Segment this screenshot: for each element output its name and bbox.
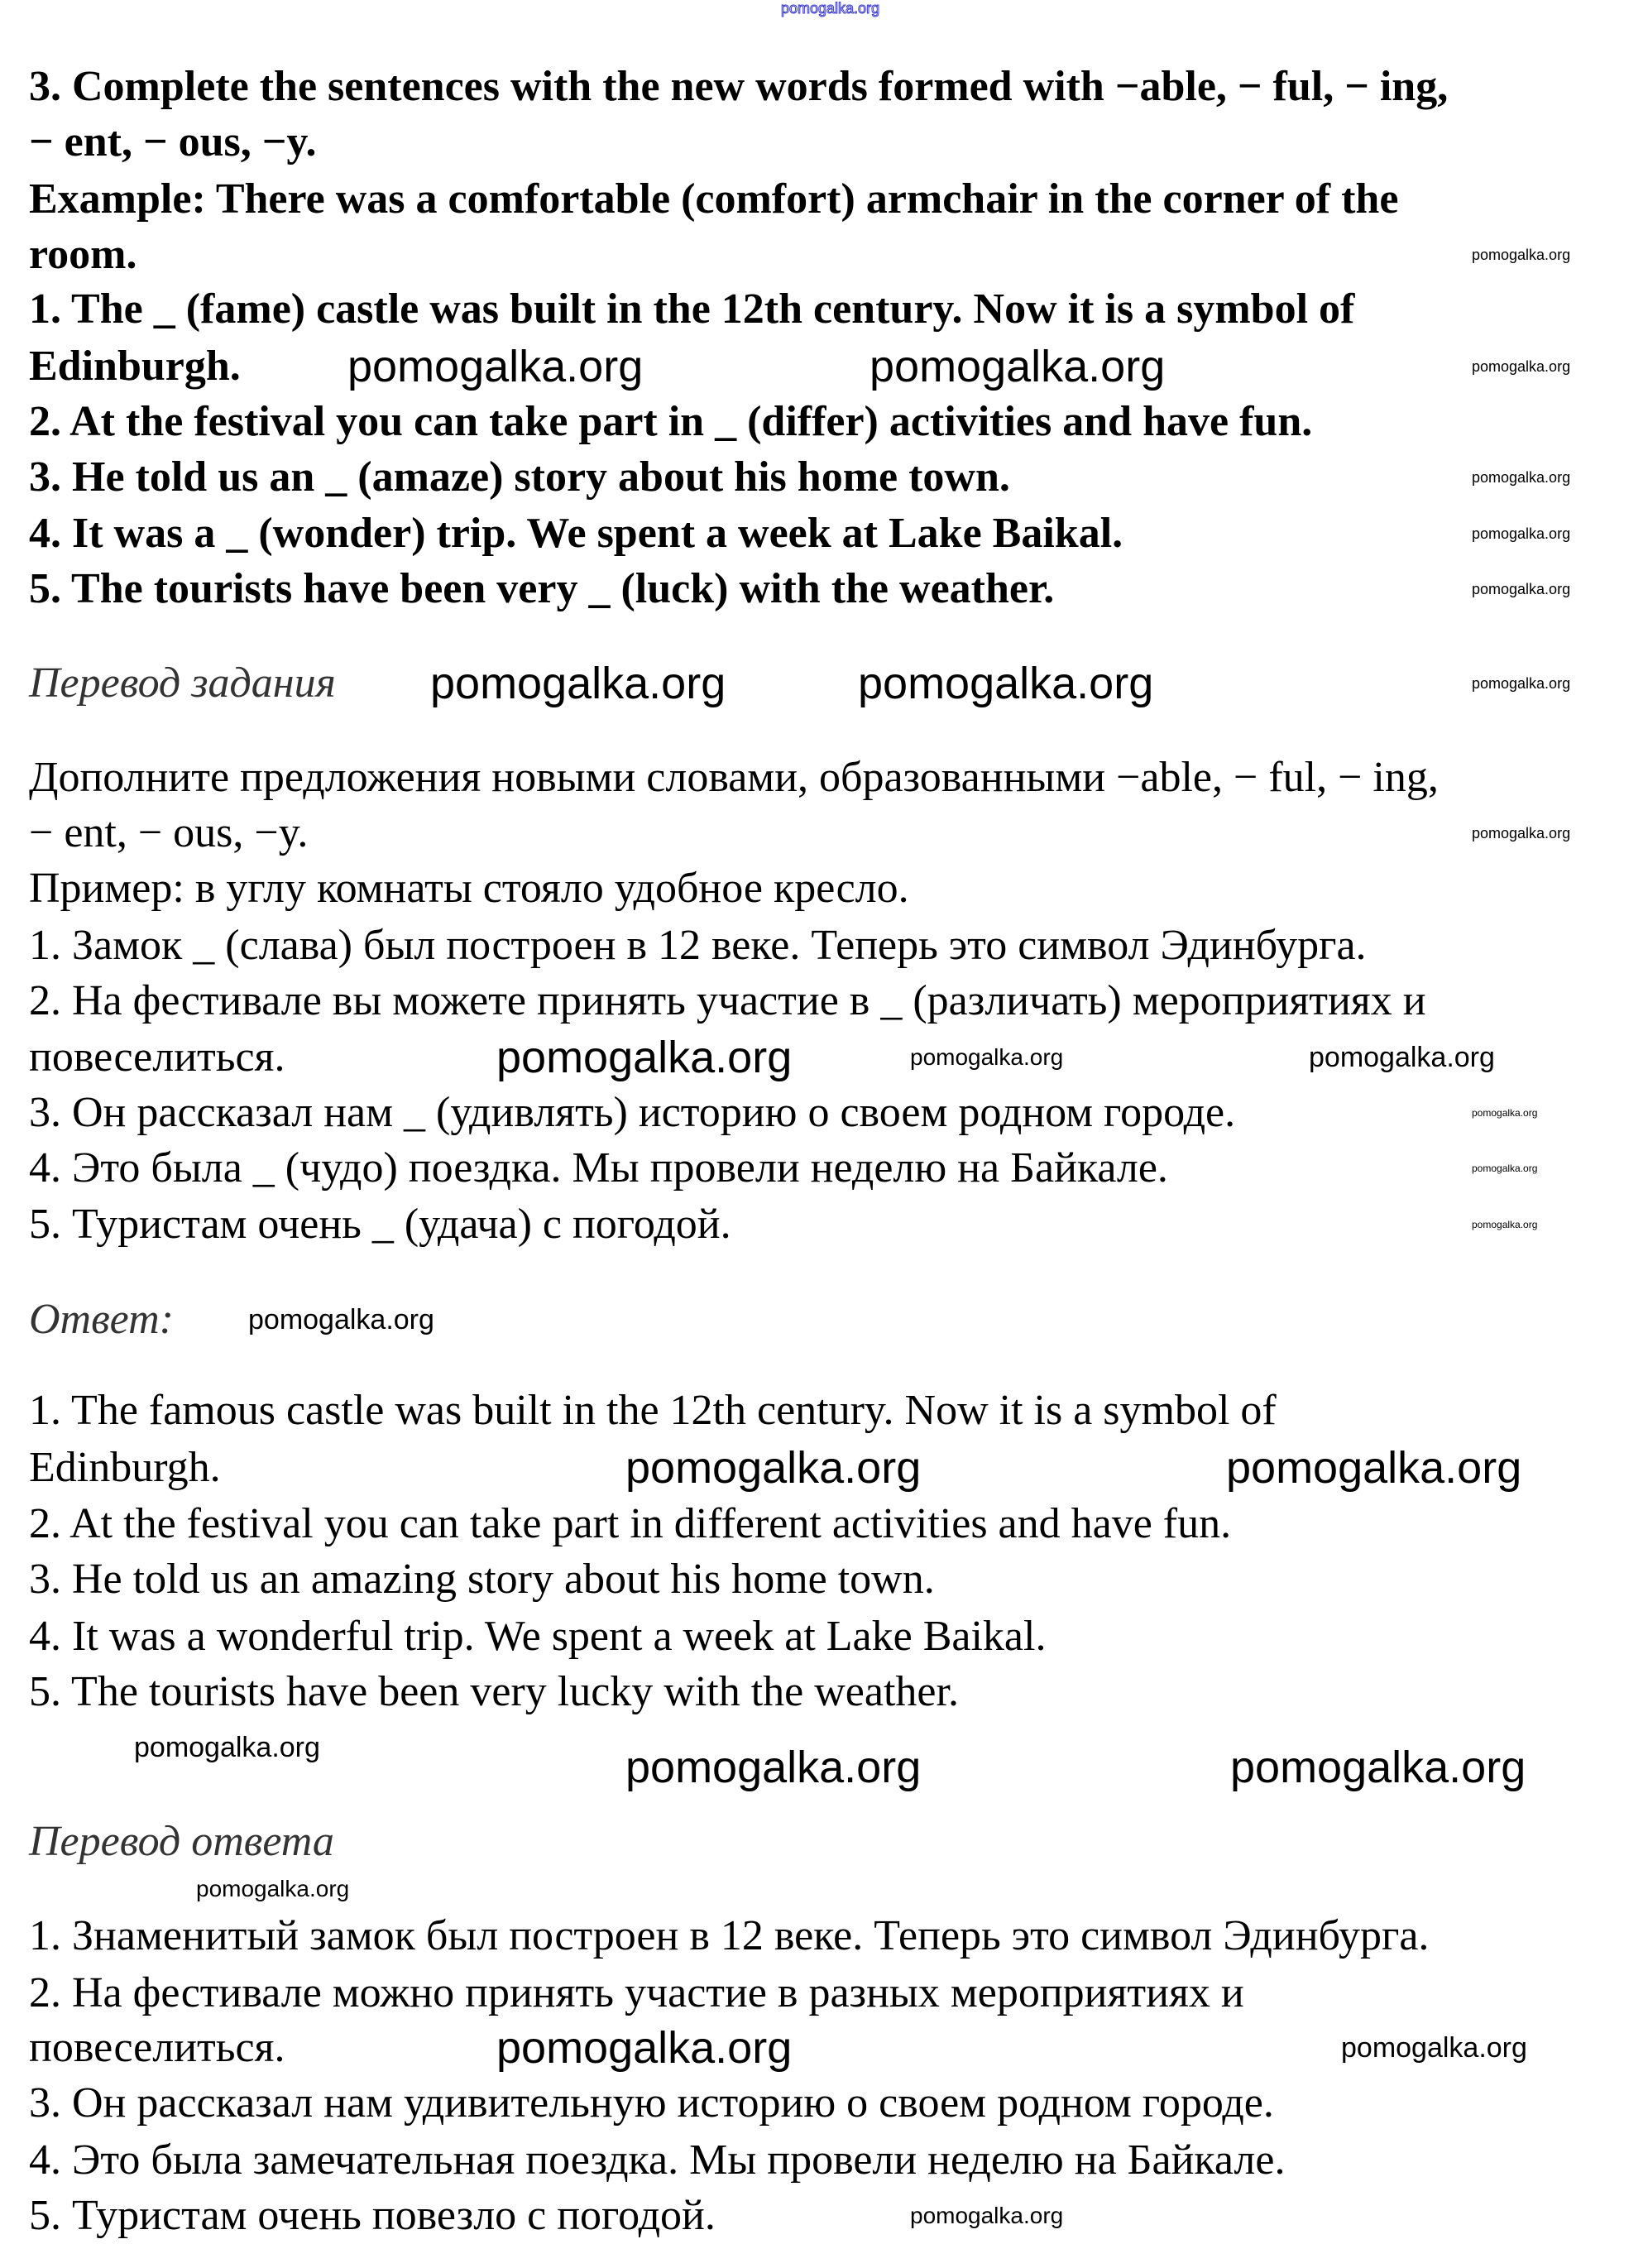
translation-answer-line: 4. Это была замечательная поездка. Мы провели неделю на Байкале. <box>29 2136 1286 2184</box>
translation-line: повеселиться. <box>29 1033 285 1081</box>
translation-answer-heading: Перевод ответа <box>29 1818 334 1865</box>
watermark: pomogalka.org <box>134 1732 320 1763</box>
watermark: pomogalka.org <box>496 2023 793 2073</box>
watermark: pomogalka.org <box>1472 247 1571 263</box>
translation-line: 4. Это была _ (чудо) поездка. Мы провели неделю на Байкале. <box>29 1144 1168 1192</box>
watermark: pomogalka.org <box>910 1044 1064 1070</box>
watermark: pomogalka.org <box>910 2203 1064 2228</box>
watermark: pomogalka.org <box>248 1304 434 1335</box>
translation-answer-line: 3. Он рассказал нам удивительную историю о своем родном городе. <box>29 2079 1274 2127</box>
watermark: pomogalka.org <box>625 1443 922 1493</box>
translation-answer-line: повеселиться. <box>29 2024 285 2071</box>
answer-line: 2. At the festival you can take part in different activities and have fun. <box>29 1500 1232 1547</box>
watermark: pomogalka.org <box>1472 675 1571 692</box>
watermark: pomogalka.org <box>1226 1443 1522 1493</box>
watermark: pomogalka.org <box>1472 525 1571 542</box>
task-example-cont: room. <box>29 231 137 278</box>
answer-line: 5. The tourists have been very lucky with the weather. <box>29 1668 959 1715</box>
task-title: 3. Complete the sentences with the new words formed with −able, − ful, − ing, <box>29 63 1449 110</box>
task-item: Edinburgh. <box>29 343 241 390</box>
task-example: Example: There was a comfortable (comfort) armchair in the corner of the <box>29 175 1399 223</box>
translation-answer-line: 2. На фестивале можно принять участие в разных мероприятиях и <box>29 1969 1244 2016</box>
task-item: 1. The _ (fame) castle was built in the 12th century. Now it is a symbol of <box>29 285 1355 333</box>
translation-line: 1. Замок _ (слава) был построен в 12 веке. Теперь это символ Эдинбурга. <box>29 922 1367 969</box>
watermark: pomogalka.org <box>196 1876 350 1901</box>
watermark: pomogalka.org <box>870 342 1166 391</box>
translation-line: 2. На фестивале вы можете принять участие в _ (различать) мероприятиях и <box>29 977 1426 1024</box>
top-watermark: pomogalka.org <box>781 0 880 17</box>
answer-line: Edinburgh. <box>29 1444 221 1491</box>
translation-line: Дополните предложения новыми словами, образованными −able, − ful, − ing, <box>29 754 1439 801</box>
answer-line: 1. The famous castle was built in the 12th century. Now it is a symbol of <box>29 1387 1277 1434</box>
watermark: pomogalka.org <box>1472 469 1571 486</box>
watermark: pomogalka.org <box>625 1743 922 1792</box>
task-title-cont: − ent, − ous, −y. <box>29 118 317 165</box>
watermark: pomogalka.org <box>1472 581 1571 597</box>
translation-line: Пример: в углу комнаты стояло удобное кресло. <box>29 865 909 912</box>
watermark: pomogalka.org <box>858 659 1154 708</box>
watermark: pomogalka.org <box>1472 1163 1538 1174</box>
task-item: 4. It was a _ (wonder) trip. We spent a week at Lake Baikal. <box>29 510 1123 557</box>
translation-line: − ent, − ous, −y. <box>29 809 309 856</box>
translation-answer-line: 5. Туристам очень повезло с погодой. <box>29 2192 716 2239</box>
answer-line: 4. It was a wonderful trip. We spent a week at Lake Baikal. <box>29 1613 1047 1660</box>
watermark: pomogalka.org <box>347 342 644 391</box>
watermark: pomogalka.org <box>1341 2032 1527 2064</box>
watermark: pomogalka.org <box>1309 1042 1495 1073</box>
watermark: pomogalka.org <box>1472 825 1571 842</box>
translation-task-heading: Перевод задания <box>29 659 336 707</box>
watermark: pomogalka.org <box>1472 358 1571 375</box>
watermark: pomogalka.org <box>496 1033 793 1082</box>
translation-answer-line: 1. Знаменитый замок был построен в 12 веке. Теперь это символ Эдинбурга. <box>29 1912 1430 1959</box>
watermark: pomogalka.org <box>1472 1107 1538 1119</box>
answer-heading: Ответ: <box>29 1296 174 1343</box>
watermark: pomogalka.org <box>1230 1743 1526 1792</box>
task-item: 5. The tourists have been very _ (luck) with the weather. <box>29 565 1055 612</box>
watermark: pomogalka.org <box>1472 1219 1538 1230</box>
watermark: pomogalka.org <box>430 659 726 708</box>
task-item: 2. At the festival you can take part in _ (differ) activities and have fun. <box>29 398 1313 445</box>
translation-line: 3. Он рассказал нам _ (удивлять) историю о своем родном городе. <box>29 1089 1236 1136</box>
task-item: 3. He told us an _ (amaze) story about his home town. <box>29 453 1010 501</box>
translation-line: 5. Туристам очень _ (удача) с погодой. <box>29 1201 731 1248</box>
answer-line: 3. He told us an amazing story about his home town. <box>29 1556 935 1603</box>
